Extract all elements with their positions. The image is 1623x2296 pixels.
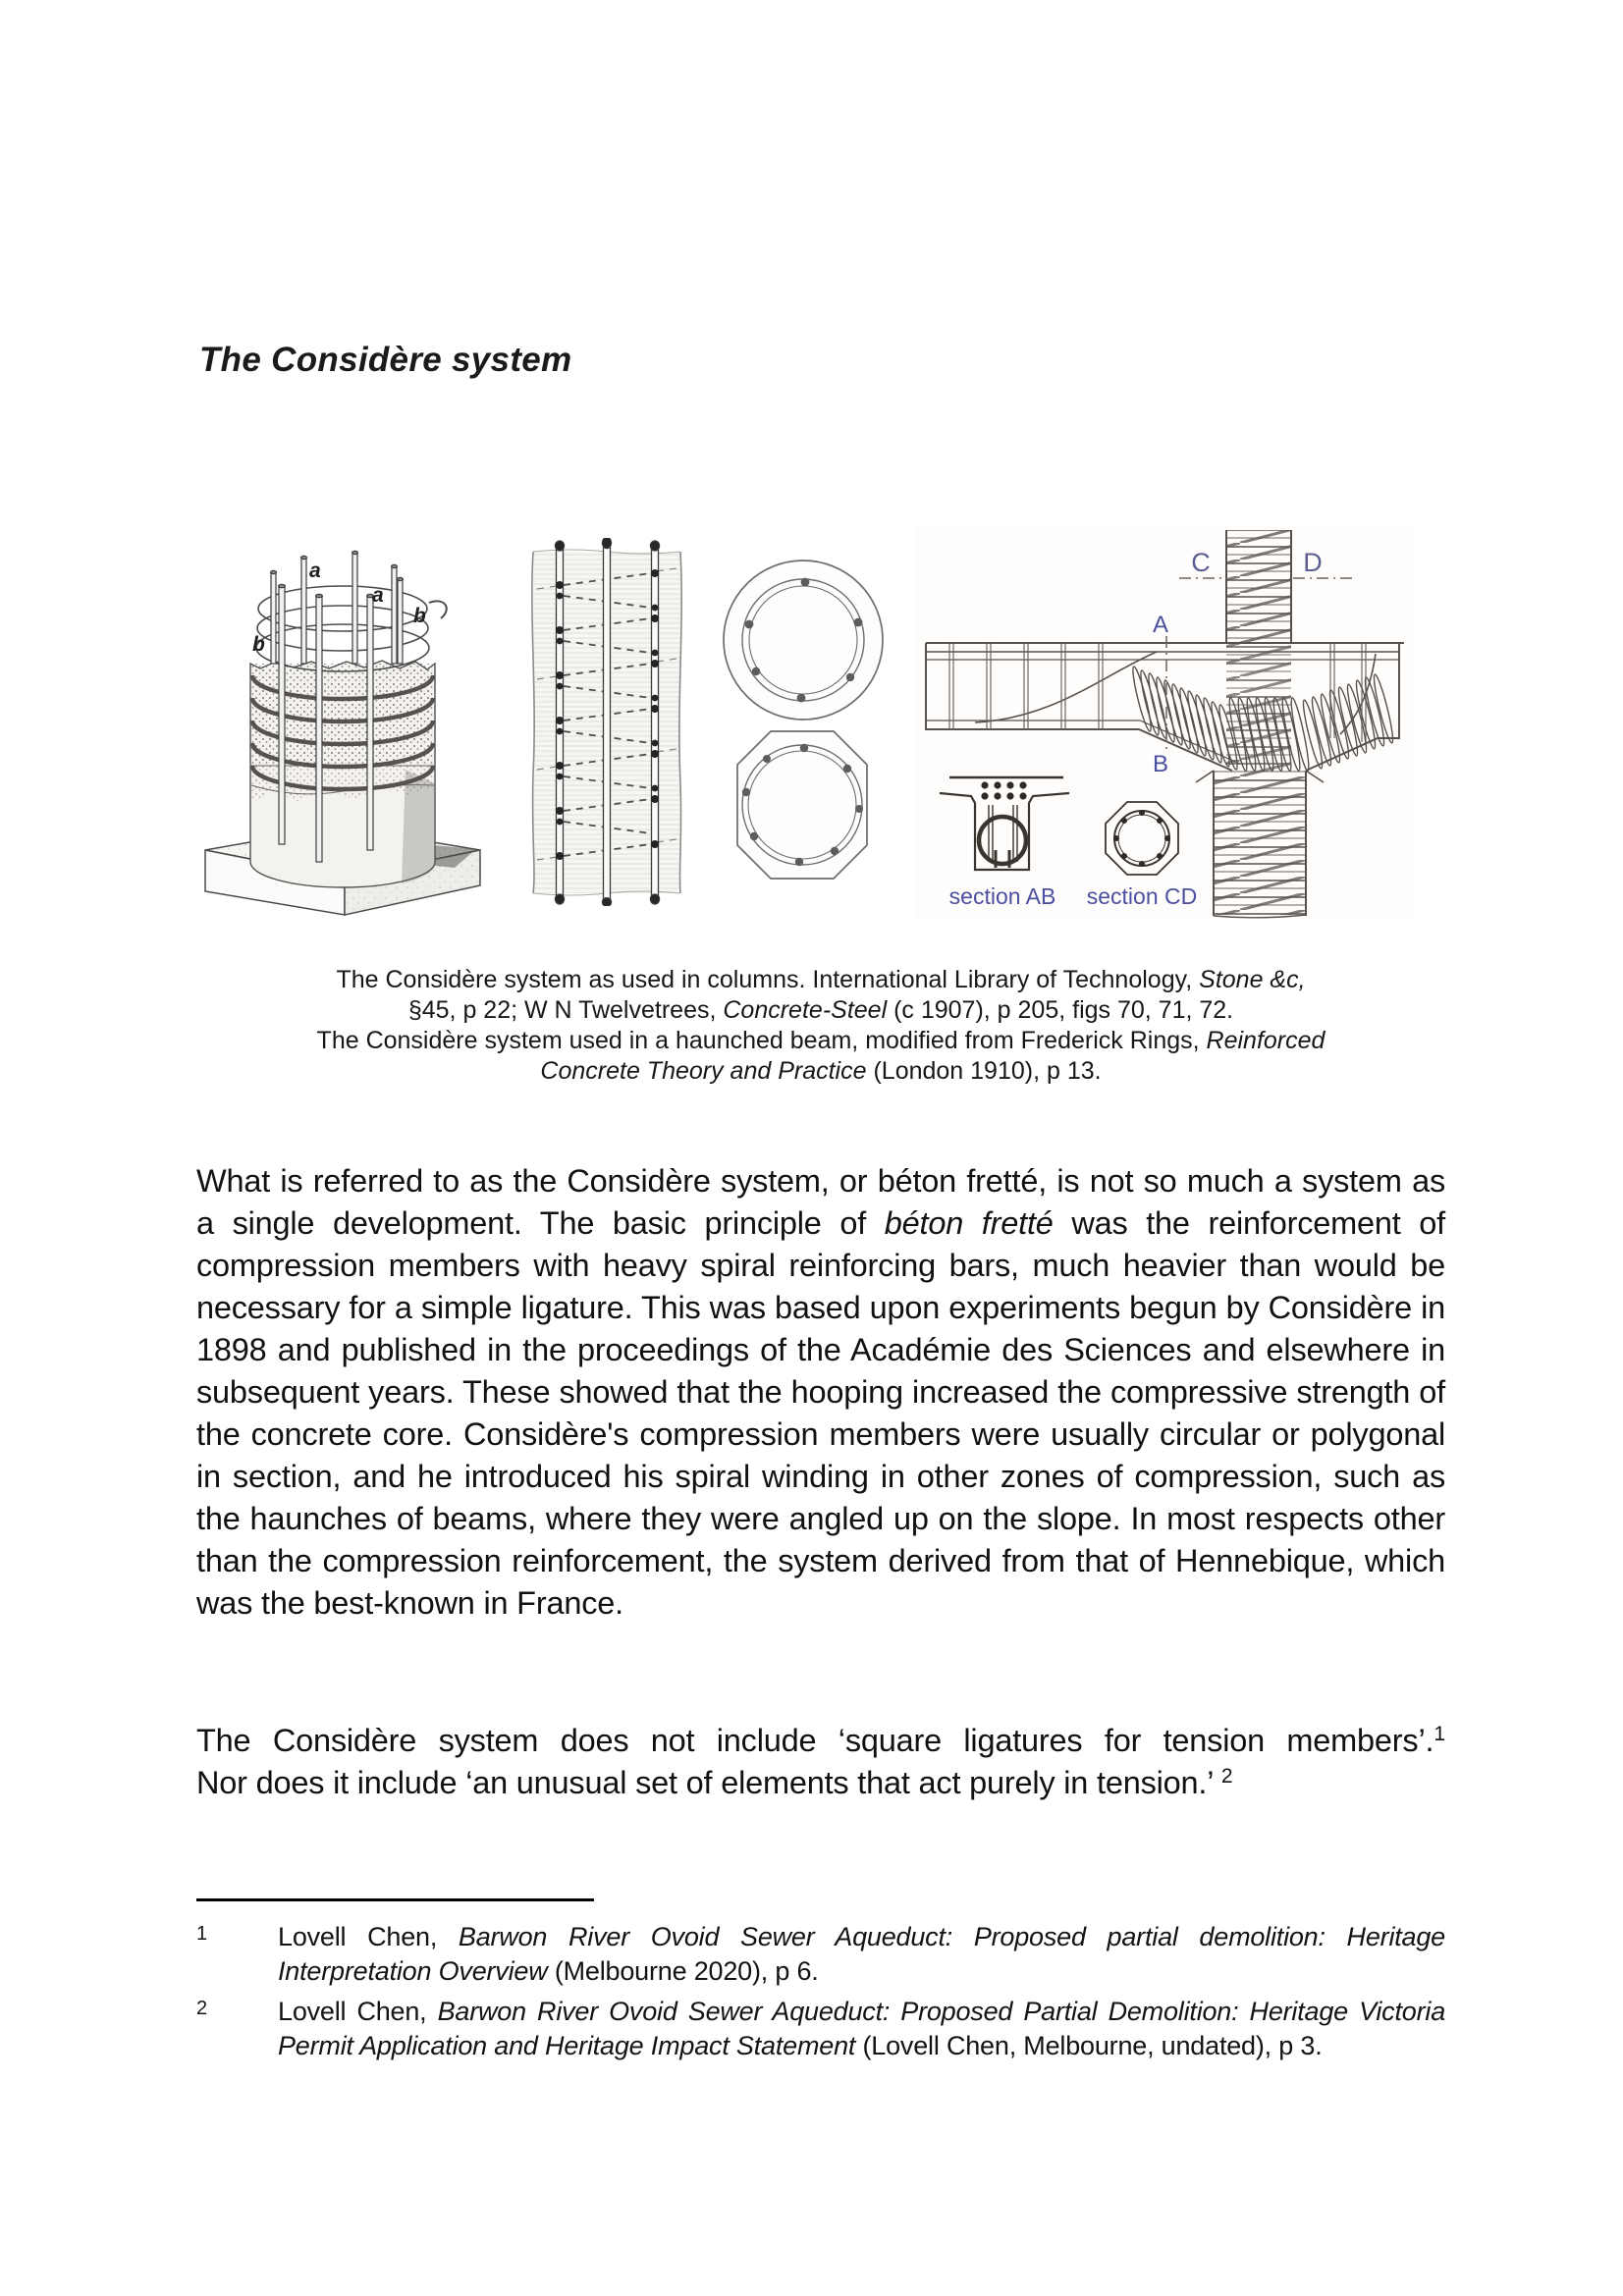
label-a-2: a [372, 584, 384, 607]
figure-column-sections [715, 552, 892, 895]
footnotes [196, 1920, 1445, 2069]
label-b-1: b [413, 605, 426, 627]
section-ab-label: section AB [948, 883, 1056, 909]
footnote-1 [196, 1920, 1445, 1989]
footnote-2 [196, 1995, 1445, 2063]
caption-line-1: The Considère system as used in columns. International Library of Technology, Stone &c, [336, 966, 1306, 993]
paragraph-2-line-1: The Considère system does not include ‘square ligatures for tension members’.$^1$ [196, 1723, 1445, 1758]
page-title: The Considère system [199, 341, 572, 379]
label-a-1: a [309, 560, 321, 582]
figure-caption [196, 965, 1445, 1087]
label-b-2: b [252, 633, 265, 656]
label-B: B [1152, 751, 1169, 777]
caption-line-3: The Considère system used in a haunched beam, modified from Frederick Rings, Reinforced [316, 1027, 1325, 1054]
footnote-ref-1: 1 [1434, 1723, 1445, 1745]
footnote-separator [196, 1898, 594, 1901]
footnote-2-marker: 2 [196, 1998, 208, 2019]
label-D: D [1303, 548, 1323, 577]
octagonal-section [737, 731, 867, 879]
footnote-1-marker: 1 [196, 1923, 208, 1945]
section-cd-label: section CD [1086, 883, 1198, 909]
concrete-cylinder [250, 661, 435, 887]
footnote-2-text: Lovell Chen, Barwon River Ovoid Sewer Aqueduct: Proposed Partial Demolition: Heritage Victoria Permit Application and Heritage Impact Statement (Lovell Chen, Melbourne, undated), p 3. [278, 1997, 1446, 2060]
paragraph-2-line-2: Nor does it include ‘an unusual set of elements that act purely in tension.’ $^2$ [196, 1765, 1233, 1800]
body-paragraph-1: What is referred to as the Considère system, or béton fretté, is not so much a system as a single development. The basic principle of béton fretté was the reinforcement of compression members with heavy spiral reinforcing bars, much heavier than would be necessary for a simple ligature. This was based upon experiments begun by Considère in 1898 and published in the proceedings of the Académie des Sciences and elsewhere in subsequent years. These showed that the hooping increased the compressive strength of the concrete core. Considère's compression members were usually circular or polygonal in section, and he introduced his spiral winding in other zones of compression, such as the haunches of beams, where they were angled up on the slope. In most respects other than the compression reinforcement, the system derived from that of Hennebique, which was the best-known in France. [196, 1163, 1445, 1621]
body-paragraph-2 [196, 1720, 1445, 1804]
figure-column-elevation [514, 538, 694, 906]
circular-section [724, 561, 883, 720]
footnote-ref-2: 2 [1220, 1765, 1233, 1788]
label-A: A [1152, 612, 1169, 638]
label-C: C [1191, 548, 1211, 577]
caption-line-4: Concrete Theory and Practice (London 1910), p 13. [540, 1057, 1102, 1085]
footnote-1-text: Lovell Chen, Barwon River Ovoid Sewer Aqueduct: Proposed partial demolition: Heritage Interpretation Overview (Melbourne 2020), p 6. [278, 1922, 1446, 1986]
caption-line-2: §45, p 22; W N Twelvetrees, Concrete-Steel (c 1907), p 205, figs 70, 71, 72. [407, 996, 1234, 1024]
figure-haunched-beam [916, 526, 1414, 921]
figure-column-perspective [199, 538, 486, 916]
